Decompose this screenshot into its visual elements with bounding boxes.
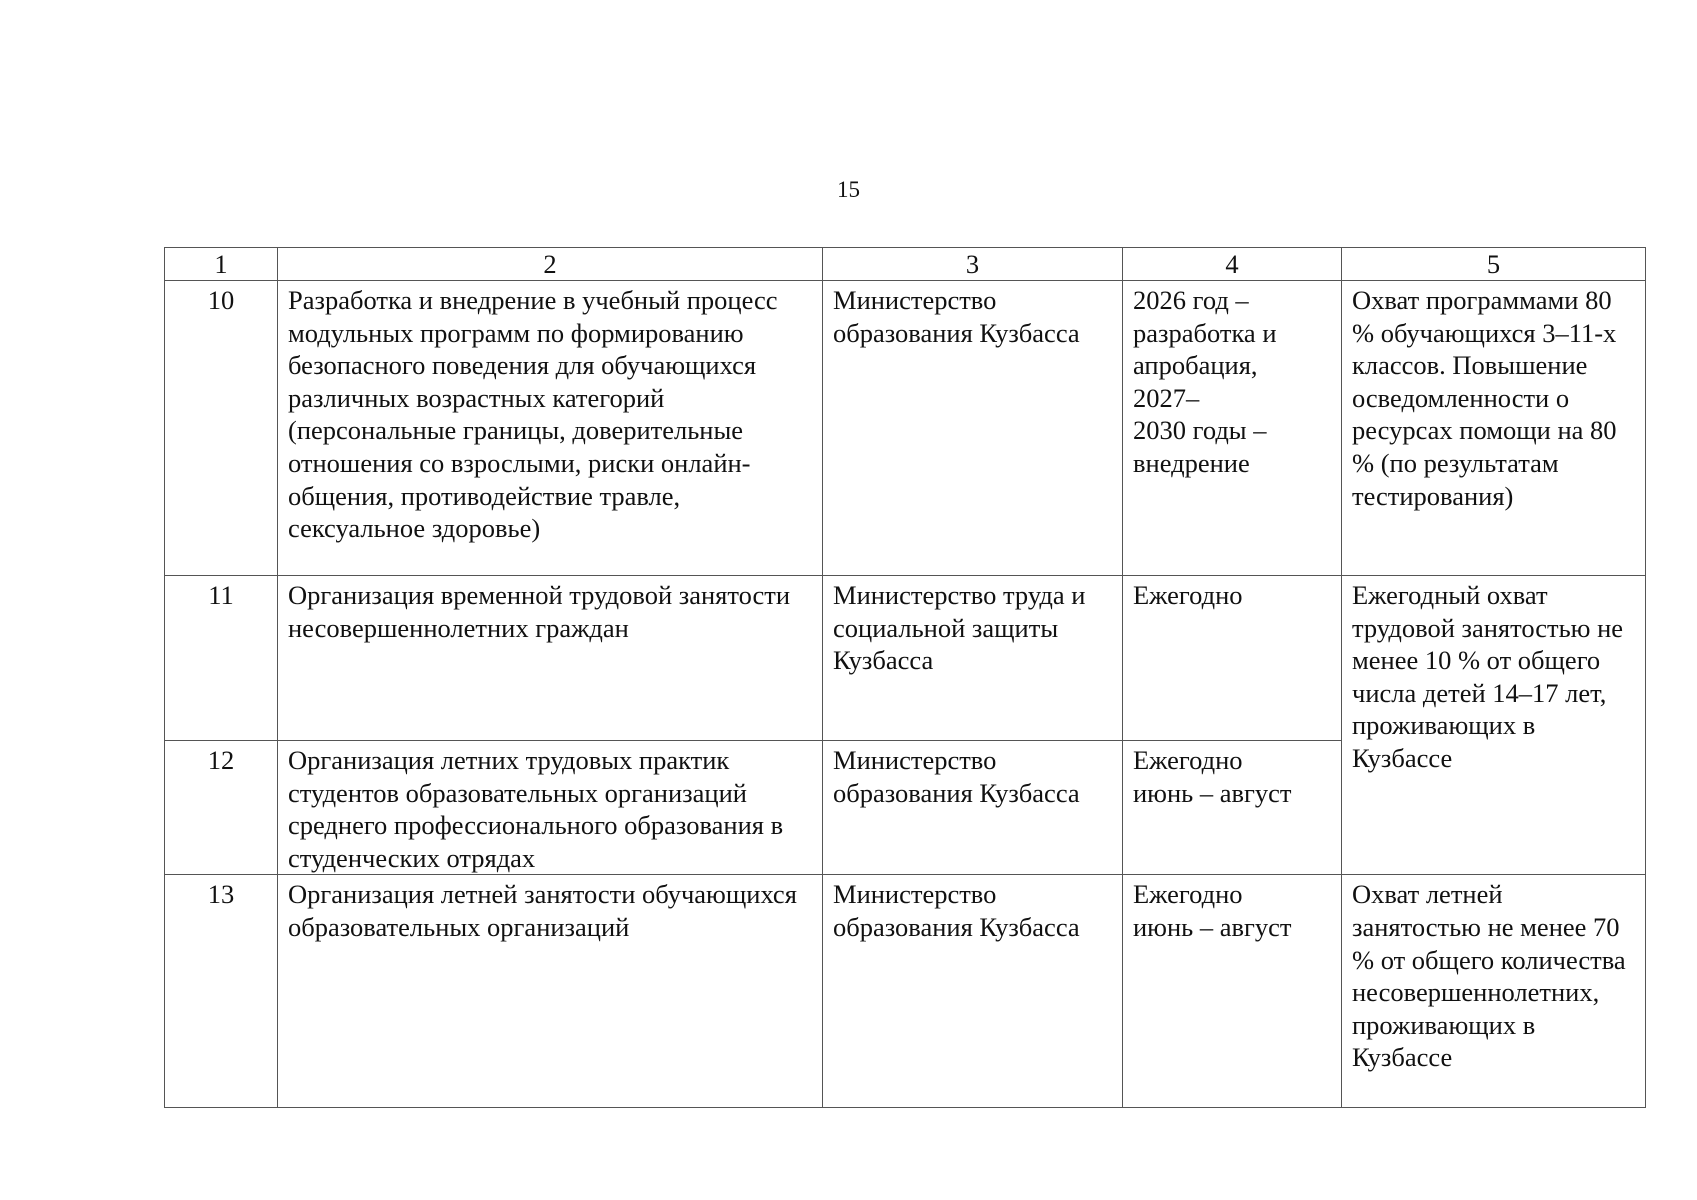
column-header-5: 5 bbox=[1342, 248, 1646, 281]
timeline-line: Ежегодно bbox=[1133, 745, 1243, 775]
activity-cell: Организация летних трудовых практик студентов образовательных организаций среднего профессионального образования в студенческих отрядах bbox=[278, 741, 823, 875]
timeline-line: внедрение bbox=[1133, 447, 1250, 478]
row-number: 11 bbox=[165, 576, 278, 741]
responsible-cell: Министерство труда и социальной защиты Кузбасса bbox=[823, 576, 1123, 741]
result-cell-merged: Ежегодный охват трудовой занятостью не менее 10 % от общего числа детей 14–17 лет, проживающих в Кузбассе bbox=[1342, 576, 1646, 875]
timeline-line: июнь – август bbox=[1133, 911, 1292, 942]
page-number: 15 bbox=[837, 177, 860, 202]
column-header-2: 2 bbox=[278, 248, 823, 281]
timeline-cell bbox=[1123, 576, 1342, 741]
timeline-line: Ежегодно bbox=[1133, 580, 1243, 610]
activity-cell: Организация летней занятости обучающихся образовательных организаций bbox=[278, 875, 823, 1108]
table-row bbox=[165, 576, 1646, 741]
responsible-cell: Министерство образования Кузбасса bbox=[823, 281, 1123, 576]
row-number: 10 bbox=[165, 281, 278, 576]
activity-cell: Организация временной трудовой занятости несовершеннолетних граждан bbox=[278, 576, 823, 741]
timeline-line: апробация, bbox=[1133, 350, 1258, 381]
activity-cell: Разработка и внедрение в учебный процесс модульных программ по формированию безопасного поведения для обучающихся различных возрастных категорий (персональные границы, доверительные отношения со взрослыми, риски онлайн-общения, противодействие травле, сексуальное здоровье) bbox=[278, 281, 823, 576]
responsible-cell: Министерство образования Кузбасса bbox=[823, 875, 1123, 1108]
column-header-3: 3 bbox=[823, 248, 1123, 281]
responsible-cell: Министерство образования Кузбасса bbox=[823, 741, 1123, 875]
column-header-1: 1 bbox=[165, 248, 278, 281]
result-cell: Охват программами 80 % обучающихся 3–11-х классов. Повышение осведомленности о ресурсах помощи на 80 % (по результатам тестирования) bbox=[1342, 281, 1646, 576]
timeline-cell bbox=[1123, 875, 1342, 1108]
result-cell: Охват летней занятостью не менее 70 % от общего количества несовершеннолетних, проживающих в Кузбассе bbox=[1342, 875, 1646, 1108]
table-row bbox=[165, 281, 1646, 576]
column-header-4: 4 bbox=[1123, 248, 1342, 281]
timeline-line: июнь – август bbox=[1133, 777, 1292, 808]
activities-table bbox=[164, 247, 1646, 1108]
timeline-cell bbox=[1123, 281, 1342, 576]
timeline-line: 2026 год – bbox=[1133, 285, 1249, 315]
row-number: 13 bbox=[165, 875, 278, 1108]
timeline-cell bbox=[1123, 741, 1342, 875]
timeline-line: Ежегодно bbox=[1133, 879, 1243, 910]
table-header-row bbox=[165, 248, 1646, 281]
timeline-line: разработка и bbox=[1133, 317, 1277, 348]
timeline-line: 2027– bbox=[1133, 382, 1200, 413]
table-row bbox=[165, 875, 1646, 1108]
row-number: 12 bbox=[165, 741, 278, 875]
timeline-line: 2030 годы – bbox=[1133, 415, 1267, 446]
